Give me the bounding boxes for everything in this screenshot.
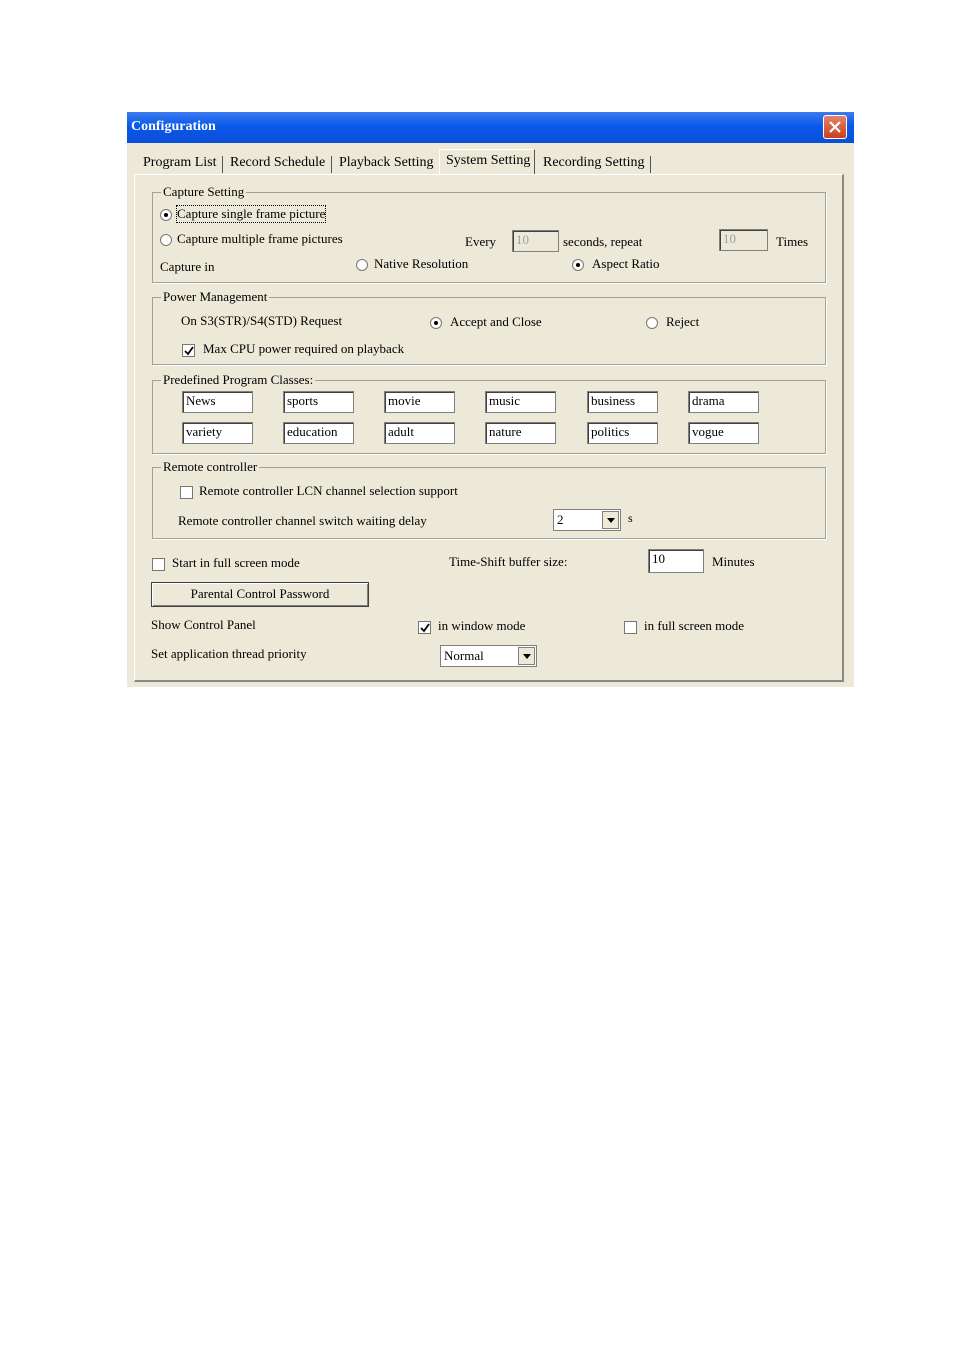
dropdown-arrow-button[interactable] (602, 511, 619, 529)
reject-radio[interactable] (646, 317, 658, 329)
switch-delay-label: Remote controller channel switch waiting delay (178, 513, 427, 528)
repeat-times-input[interactable]: 10 (719, 229, 768, 251)
switch-delay-dropdown[interactable] (553, 509, 621, 531)
class-input[interactable]: music (485, 391, 556, 413)
program-classes-legend: Predefined Program Classes: (163, 372, 314, 387)
fullscreen-mode-label[interactable]: in full screen mode (644, 618, 744, 633)
program-classes-group (152, 372, 826, 454)
class-input[interactable]: vogue (688, 422, 759, 444)
capture-multiple-radio[interactable] (160, 234, 172, 246)
switch-delay-unit: s (628, 511, 633, 525)
tab-program-list[interactable]: Program List (143, 155, 217, 170)
capture-setting-legend: Capture Setting (163, 184, 245, 199)
reject-label[interactable]: Reject (666, 314, 700, 329)
timeshift-unit-label: Minutes (712, 554, 755, 569)
aspect-ratio-radio[interactable] (572, 259, 584, 271)
window-title: Configuration (131, 119, 216, 134)
class-input[interactable]: drama (688, 391, 759, 413)
title-bar[interactable] (127, 112, 854, 143)
class-input[interactable]: business (587, 391, 658, 413)
window-mode-label[interactable]: in window mode (438, 618, 526, 633)
capture-multiple-label[interactable]: Capture multiple frame pictures (177, 231, 343, 246)
lcn-support-checkbox[interactable] (180, 486, 193, 499)
switch-delay-value: 2 (557, 512, 564, 527)
lcn-support-label[interactable]: Remote controller LCN channel selection support (199, 483, 458, 498)
system-setting-panel (134, 174, 844, 682)
accept-close-radio[interactable] (430, 317, 442, 329)
remote-controller-legend: Remote controller (163, 459, 258, 474)
capture-setting-group (152, 184, 826, 283)
power-management-group (152, 289, 826, 365)
show-control-panel-label: Show Control Panel (151, 617, 256, 632)
window-mode-checkbox[interactable] (418, 621, 431, 634)
aspect-ratio-label[interactable]: Aspect Ratio (592, 256, 660, 271)
checkmark-icon (420, 623, 430, 633)
thread-priority-label: Set application thread priority (151, 646, 307, 661)
tab-separator (222, 156, 223, 173)
max-cpu-checkbox[interactable] (182, 344, 195, 357)
accept-close-label[interactable]: Accept and Close (450, 314, 542, 329)
times-label: Times (776, 234, 809, 249)
fullscreen-start-label[interactable]: Start in full screen mode (172, 555, 300, 570)
every-label: Every (465, 234, 497, 249)
tab-separator (650, 156, 651, 173)
native-resolution-radio[interactable] (356, 259, 368, 271)
tab-separator (331, 156, 332, 173)
tab-recording-setting[interactable]: Recording Setting (543, 155, 645, 170)
class-input[interactable]: nature (485, 422, 556, 444)
tab-system-setting[interactable]: System Setting (446, 153, 531, 168)
timeshift-buffer-input[interactable]: 10 (648, 549, 704, 573)
capture-in-label: Capture in (160, 259, 215, 274)
s3-s4-request-label: On S3(STR)/S4(STD) Request (181, 313, 343, 328)
chevron-down-icon (523, 654, 531, 659)
capture-single-radio[interactable] (160, 209, 172, 221)
class-input[interactable]: politics (587, 422, 658, 444)
class-input[interactable]: education (283, 422, 354, 444)
native-resolution-label[interactable]: Native Resolution (374, 256, 469, 271)
close-icon (829, 121, 841, 133)
class-input[interactable]: adult (384, 422, 455, 444)
class-input[interactable]: News (182, 391, 253, 413)
tab-record-schedule[interactable]: Record Schedule (230, 155, 326, 170)
seconds-repeat-label: seconds, repeat (563, 234, 643, 249)
class-input[interactable]: variety (182, 422, 253, 444)
capture-single-label[interactable]: Capture single frame picture (177, 206, 326, 221)
fullscreen-start-checkbox[interactable] (152, 558, 165, 571)
power-management-legend: Power Management (163, 289, 268, 304)
dropdown-arrow-button[interactable] (518, 647, 535, 665)
thread-priority-value: Normal (444, 648, 484, 663)
close-button[interactable] (823, 115, 847, 139)
timeshift-buffer-label: Time-Shift buffer size: (449, 554, 568, 569)
chevron-down-icon (607, 518, 615, 523)
every-seconds-input[interactable]: 10 (512, 230, 559, 252)
tab-playback-setting[interactable]: Playback Setting (339, 155, 434, 170)
checkmark-icon (184, 346, 194, 356)
thread-priority-dropdown[interactable] (440, 645, 537, 667)
class-input[interactable]: movie (384, 391, 455, 413)
class-input[interactable]: sports (283, 391, 354, 413)
configuration-window (127, 112, 854, 687)
remote-controller-group (152, 459, 826, 539)
parental-control-password-button[interactable]: Parental Control Password (151, 582, 369, 607)
max-cpu-label[interactable]: Max CPU power required on playback (203, 341, 405, 356)
fullscreen-mode-checkbox[interactable] (624, 621, 637, 634)
